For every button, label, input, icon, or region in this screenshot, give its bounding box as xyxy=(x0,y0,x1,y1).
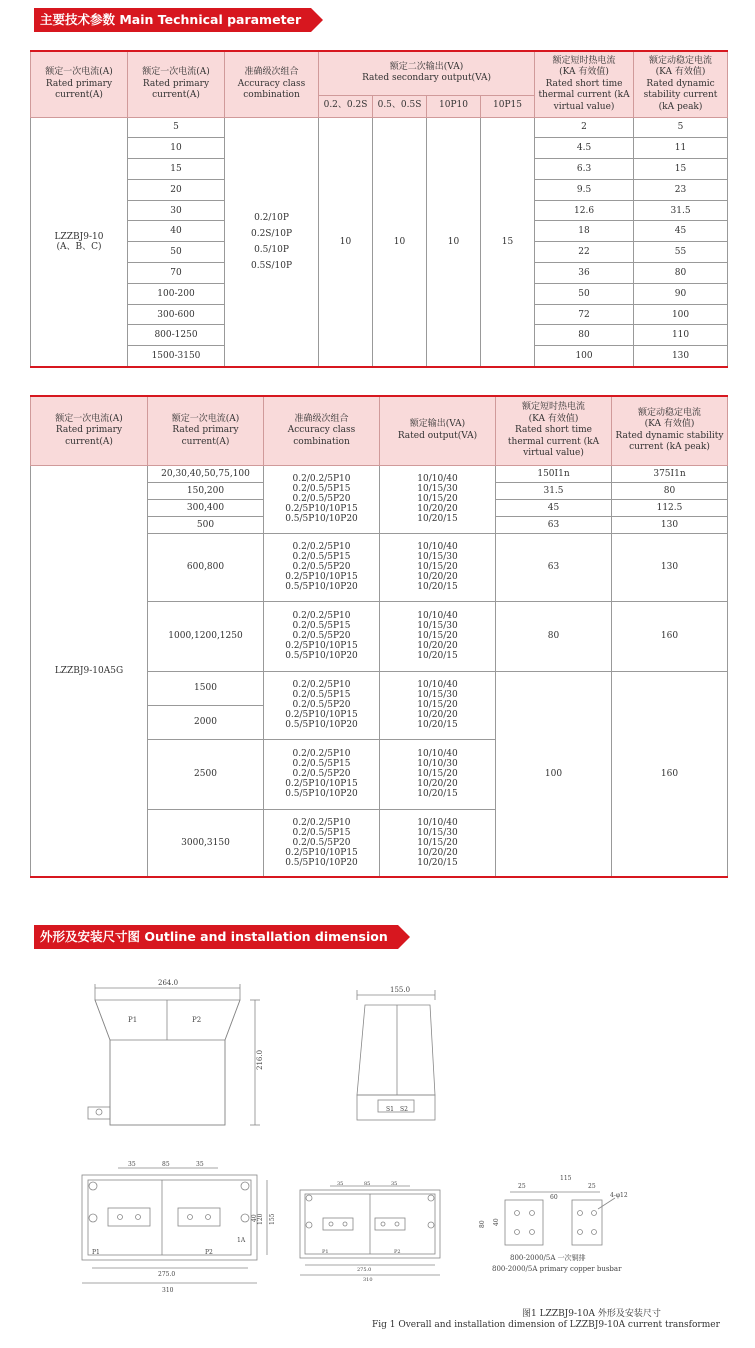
current-cell: 1500-3150 xyxy=(128,346,225,367)
dim-bottom-40: 40 xyxy=(251,1214,258,1222)
dynamic-cell: 45 xyxy=(634,221,728,242)
header-dynamic: 额定动稳定电流 (KA 有效值) Rated dynamic stability current (kA peak) xyxy=(612,396,728,465)
current-cell: 30 xyxy=(128,200,225,221)
label-p2-bottom: P2 xyxy=(205,1249,213,1256)
current-cell: 150,200 xyxy=(148,482,264,499)
installation-view-drawing xyxy=(82,1161,276,1294)
accuracy-cell: 0.2/0.2/5P10 0.2/0.5/5P15 0.2/0.5/5P20 0.2/5P10/10P15 0.5/5P10/10P20 xyxy=(264,601,380,671)
dim-bottom-155: 155 xyxy=(269,1213,276,1225)
dynamic-cell: 130 xyxy=(612,533,728,601)
thermal-cell: 22 xyxy=(535,242,634,263)
thermal-cell: 80 xyxy=(496,601,612,671)
current-cell: 600,800 xyxy=(148,533,264,601)
busbar-caption-cn: 800-2000/5A 一次铜排 xyxy=(510,1254,586,1262)
current-cell: 70 xyxy=(128,263,225,284)
current-cell: 1000,1200,1250 xyxy=(148,601,264,671)
dynamic-cell: 55 xyxy=(634,242,728,263)
section-banner-outline: 外形及安装尺寸图 Outline and installation dimension xyxy=(34,925,398,949)
installation-view-small-drawing xyxy=(300,1181,440,1283)
thermal-cell: 31.5 xyxy=(496,482,612,499)
output-cell: 10/10/40 10/15/30 10/15/20 10/20/20 10/20/15 xyxy=(380,601,496,671)
current-cell: 5 xyxy=(128,117,225,138)
outline-drawings xyxy=(0,928,755,1348)
dim-busbar-115: 115 xyxy=(560,1175,572,1182)
thermal-cell: 45 xyxy=(496,499,612,516)
dim-side-width: 155.0 xyxy=(390,986,411,994)
dynamic-cell: 160 xyxy=(612,671,728,877)
dim-front-height: 216.0 xyxy=(256,1049,264,1070)
model-cell: LZZBJ9-10A5G xyxy=(31,465,148,877)
table-row xyxy=(31,117,728,138)
accuracy-cell: 0.2/0.2/5P10 0.2/0.5/5P15 0.2/0.5/5P20 0.2/5P10/10P15 0.5/5P10/10P20 xyxy=(264,671,380,739)
current-cell: 500 xyxy=(148,516,264,533)
label-s2: S2 xyxy=(400,1106,408,1113)
current-cell: 2000 xyxy=(148,705,264,739)
accuracy-cell: 0.2/10P 0.2S/10P 0.5/10P 0.5S/10P xyxy=(225,117,319,367)
dynamic-cell: 80 xyxy=(612,482,728,499)
thermal-cell: 50 xyxy=(535,283,634,304)
header-accuracy: 准确级次组合 Accuracy class combination xyxy=(225,51,319,117)
dynamic-cell: 80 xyxy=(634,263,728,284)
dynamic-cell: 11 xyxy=(634,138,728,159)
thermal-cell: 63 xyxy=(496,516,612,533)
header-thermal: 额定短时热电流 (KA 有效值) Rated short time thermal current (kA virtual value) xyxy=(535,51,634,117)
dim-front-width: 264.0 xyxy=(158,979,179,987)
thermal-cell: 9.5 xyxy=(535,179,634,200)
dynamic-cell: 130 xyxy=(634,346,728,367)
section-banner-technical: 主要技术参数 Main Technical parameter xyxy=(34,8,311,32)
label-s1: S1 xyxy=(386,1106,394,1113)
header-sub-class: 10P15 xyxy=(481,95,535,117)
dynamic-cell: 5 xyxy=(634,117,728,138)
dim-small-85: 85 xyxy=(364,1181,371,1187)
dim-small-35: 35 xyxy=(391,1181,398,1187)
label-p1-small: P1 xyxy=(322,1249,329,1255)
output-cell: 10 xyxy=(373,117,427,367)
dynamic-cell: 375I1n xyxy=(612,465,728,482)
model-cell: LZZBJ9-10 (A、B、C) xyxy=(31,117,128,367)
thermal-cell: 72 xyxy=(535,304,634,325)
label-p2: P2 xyxy=(192,1016,202,1024)
dim-bottom-310: 310 xyxy=(162,1287,174,1294)
header-sub-class: 0.5、0.5S xyxy=(373,95,427,117)
dynamic-cell: 160 xyxy=(612,601,728,671)
header-primary-current: 额定一次电流(A) Rated primary current(A) xyxy=(128,51,225,117)
dim-busbar-25: 25 xyxy=(518,1183,526,1190)
output-cell: 10 xyxy=(427,117,481,367)
accuracy-cell: 0.2/0.2/5P10 0.2/0.5/5P15 0.2/0.5/5P20 0.2/5P10/10P15 0.5/5P10/10P20 xyxy=(264,739,380,809)
current-cell: 300-600 xyxy=(128,304,225,325)
technical-table-1 xyxy=(30,50,728,368)
output-cell: 15 xyxy=(481,117,535,367)
accuracy-cell: 0.2/0.2/5P10 0.2/0.5/5P15 0.2/0.5/5P20 0.2/5P10/10P15 0.5/5P10/10P20 xyxy=(264,809,380,877)
dim-bottom-35: 35 xyxy=(196,1161,204,1168)
current-cell: 2500 xyxy=(148,739,264,809)
header-secondary-output: 额定二次输出(VA) Rated secondary output(VA) xyxy=(319,51,535,95)
current-cell: 100-200 xyxy=(128,283,225,304)
figure-caption-en: Fig 1 Overall and installation dimension of LZZBJ9-10A current transformer xyxy=(372,1320,720,1330)
thermal-cell: 18 xyxy=(535,221,634,242)
dynamic-cell: 112.5 xyxy=(612,499,728,516)
header-primary-current: 额定一次电流(A) Rated primary current(A) xyxy=(31,51,128,117)
thermal-cell: 80 xyxy=(535,325,634,346)
dim-busbar-80: 80 xyxy=(479,1220,486,1228)
current-cell: 15 xyxy=(128,159,225,180)
current-cell: 1500 xyxy=(148,671,264,705)
thermal-cell: 100 xyxy=(535,346,634,367)
output-cell: 10/10/40 10/15/30 10/15/20 10/20/20 10/20/15 xyxy=(380,809,496,877)
accuracy-cell: 0.2/0.2/5P10 0.2/0.5/5P15 0.2/0.5/5P20 0.2/5P10/10P15 0.5/5P10/10P20 xyxy=(264,533,380,601)
dynamic-cell: 110 xyxy=(634,325,728,346)
thermal-cell: 36 xyxy=(535,263,634,284)
dim-bottom-35: 35 xyxy=(128,1161,136,1168)
header-output: 额定输出(VA) Rated output(VA) xyxy=(380,396,496,465)
thermal-cell: 150I1n xyxy=(496,465,612,482)
dim-bottom-120: 120 xyxy=(257,1213,264,1225)
label-p2-small: P2 xyxy=(394,1249,401,1255)
thermal-cell: 2 xyxy=(535,117,634,138)
dynamic-cell: 15 xyxy=(634,159,728,180)
dynamic-cell: 23 xyxy=(634,179,728,200)
dynamic-cell: 90 xyxy=(634,283,728,304)
dim-small-35: 35 xyxy=(337,1181,344,1187)
current-cell: 10 xyxy=(128,138,225,159)
thermal-cell: 4.5 xyxy=(535,138,634,159)
output-cell: 10/10/40 10/10/30 10/15/20 10/20/20 10/20/15 xyxy=(380,739,496,809)
output-cell: 10/10/40 10/15/30 10/15/20 10/20/20 10/20/15 xyxy=(380,465,496,533)
thermal-cell: 6.3 xyxy=(535,159,634,180)
header-primary-current: 额定一次电流(A) Rated primary current(A) xyxy=(31,396,148,465)
dim-busbar-40: 40 xyxy=(493,1218,500,1226)
accuracy-cell: 0.2/0.2/5P10 0.2/0.5/5P15 0.2/0.5/5P20 0.2/5P10/10P15 0.5/5P10/10P20 xyxy=(264,465,380,533)
dim-bottom-275: 275.0 xyxy=(158,1271,176,1278)
current-cell: 20,30,40,50,75,100 xyxy=(148,465,264,482)
dynamic-cell: 130 xyxy=(612,516,728,533)
thermal-cell: 100 xyxy=(496,671,612,877)
label-1a: 1A xyxy=(237,1237,246,1244)
thermal-cell: 12.6 xyxy=(535,200,634,221)
label-busbar-holes: 4-φ12 xyxy=(610,1192,628,1199)
dim-bottom-85: 85 xyxy=(162,1161,170,1168)
current-cell: 50 xyxy=(128,242,225,263)
dynamic-cell: 100 xyxy=(634,304,728,325)
label-p1: P1 xyxy=(128,1016,138,1024)
current-cell: 40 xyxy=(128,221,225,242)
busbar-drawing xyxy=(479,1175,628,1273)
label-p1-bottom: P1 xyxy=(92,1249,100,1256)
current-cell: 800-1250 xyxy=(128,325,225,346)
busbar-caption-en: 800-2000/5A primary copper busbar xyxy=(492,1265,622,1273)
side-view-drawing xyxy=(357,986,435,1120)
header-accuracy: 准确级次组合 Accuracy class combination xyxy=(264,396,380,465)
header-dynamic: 额定动稳定电流 (KA 有效值) Rated dynamic stability current (kA peak) xyxy=(634,51,728,117)
output-cell: 10 xyxy=(319,117,373,367)
front-view-drawing xyxy=(88,979,264,1125)
header-sub-class: 0.2、0.2S xyxy=(319,95,373,117)
header-primary-current: 额定一次电流(A) Rated primary current(A) xyxy=(148,396,264,465)
current-cell: 20 xyxy=(128,179,225,200)
dim-busbar-25: 25 xyxy=(588,1183,596,1190)
header-sub-class: 10P10 xyxy=(427,95,481,117)
figure-caption-cn: 图1 LZZBJ9-10A 外形及安装尺寸 xyxy=(522,1309,661,1319)
output-cell: 10/10/40 10/15/30 10/15/20 10/20/20 10/20/15 xyxy=(380,671,496,739)
dim-small-275: 275.0 xyxy=(357,1267,372,1273)
current-cell: 3000,3150 xyxy=(148,809,264,877)
dim-busbar-60: 60 xyxy=(550,1194,558,1201)
dim-small-310: 310 xyxy=(363,1277,373,1283)
current-cell: 300,400 xyxy=(148,499,264,516)
dynamic-cell: 31.5 xyxy=(634,200,728,221)
output-cell: 10/10/40 10/15/30 10/15/20 10/20/20 10/20/15 xyxy=(380,533,496,601)
thermal-cell: 63 xyxy=(496,533,612,601)
technical-table-2 xyxy=(30,395,728,878)
header-thermal: 额定短时热电流 (KA 有效值) Rated short time thermal current (kA virtual value) xyxy=(496,396,612,465)
